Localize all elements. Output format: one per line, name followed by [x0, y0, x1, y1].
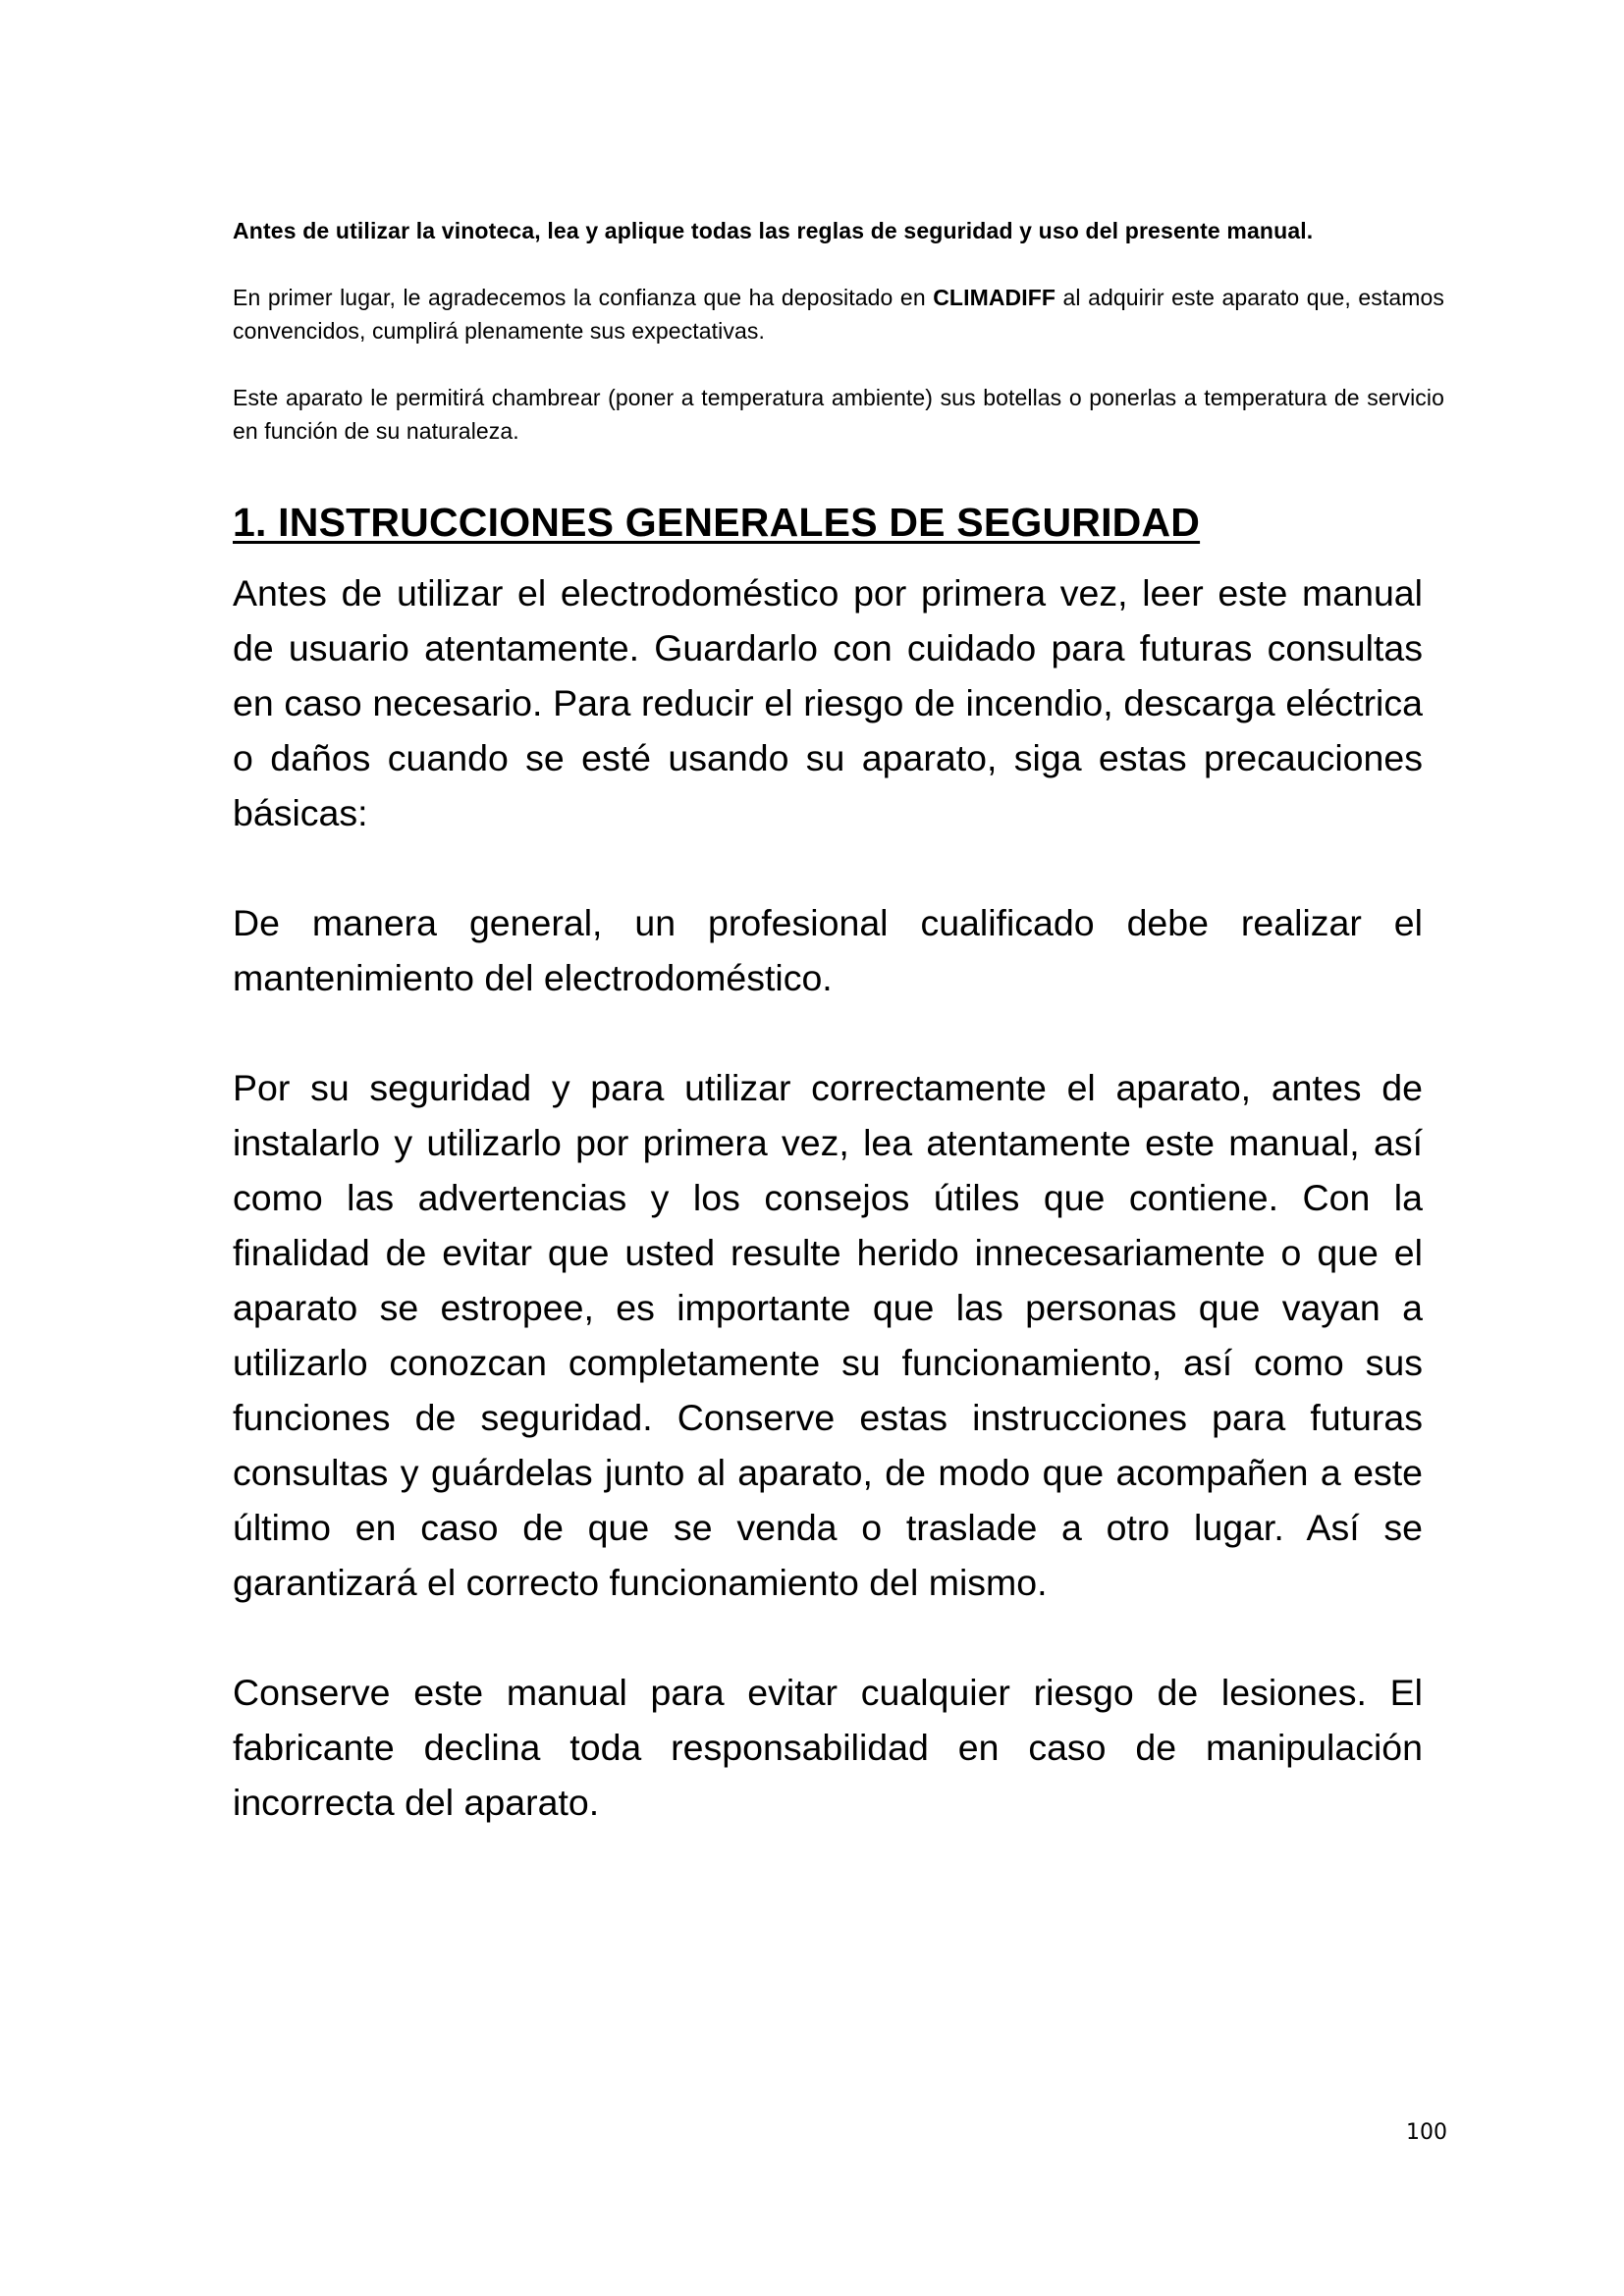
intro-thanks-after: al adquirir este aparato que, estamos convencidos, cumplirá plenamente sus expectativas. [233, 285, 1444, 344]
intro-thanks-before: En primer lugar, le agradecemos la confianza que ha depositado en [233, 285, 934, 310]
page-content [233, 214, 1444, 1830]
safety-paragraph-2: De manera general, un profesional cualificado debe realizar el mantenimiento del electrodoméstico. [233, 902, 1423, 998]
safety-paragraph-1: Antes de utilizar el electrodoméstico por primera vez, leer este manual de usuario atentamente. Guardarlo con cuidado para futuras consultas en caso necesario. Para reducir el riesgo de incendio, descarga eléctrica o daños cuando se esté usando su aparato, siga estas precauciones básicas: [233, 572, 1423, 833]
intro-thanks [233, 281, 1444, 347]
safety-paragraph-4: Conserve este manual para evitar cualquier riesgo de lesiones. El fabricante declina toda responsabilidad en caso de manipulación incorrecta del aparato. [233, 1672, 1423, 1823]
page-number: 100 [1406, 2120, 1447, 2145]
intro-chambrear: Este aparato le permitirá chambrear (poner a temperatura ambiente) sus botellas o ponerlas a temperatura de servicio en función de su naturaleza. [233, 385, 1444, 444]
intro-warning: Antes de utilizar la vinoteca, lea y aplique todas las reglas de seguridad y uso del presente manual. [233, 218, 1314, 243]
brand-name: CLIMADIFF [933, 285, 1056, 310]
safety-paragraph-3: Por su seguridad y para utilizar correctamente el aparato, antes de instalarlo y utilizarlo por primera vez, lea atentamente este manual, así como las advertencias y los consejos útiles que contiene. Con la finalidad de evitar que usted resulte herido innecesariamente o que el aparato se estropee, es importante que las personas que vayan a utilizarlo conozcan completamente su funcionamiento, así como sus funciones de seguridad. Conserve estas instrucciones para futuras consultas y guárdelas junto al aparato, de modo que acompañen a este último en caso de que se venda o traslade a otro lugar. Así se garantizará el correcto funcionamiento del mismo. [233, 1067, 1423, 1603]
section-heading: 1. INSTRUCCIONES GENERALES DE SEGURIDAD [233, 500, 1201, 545]
